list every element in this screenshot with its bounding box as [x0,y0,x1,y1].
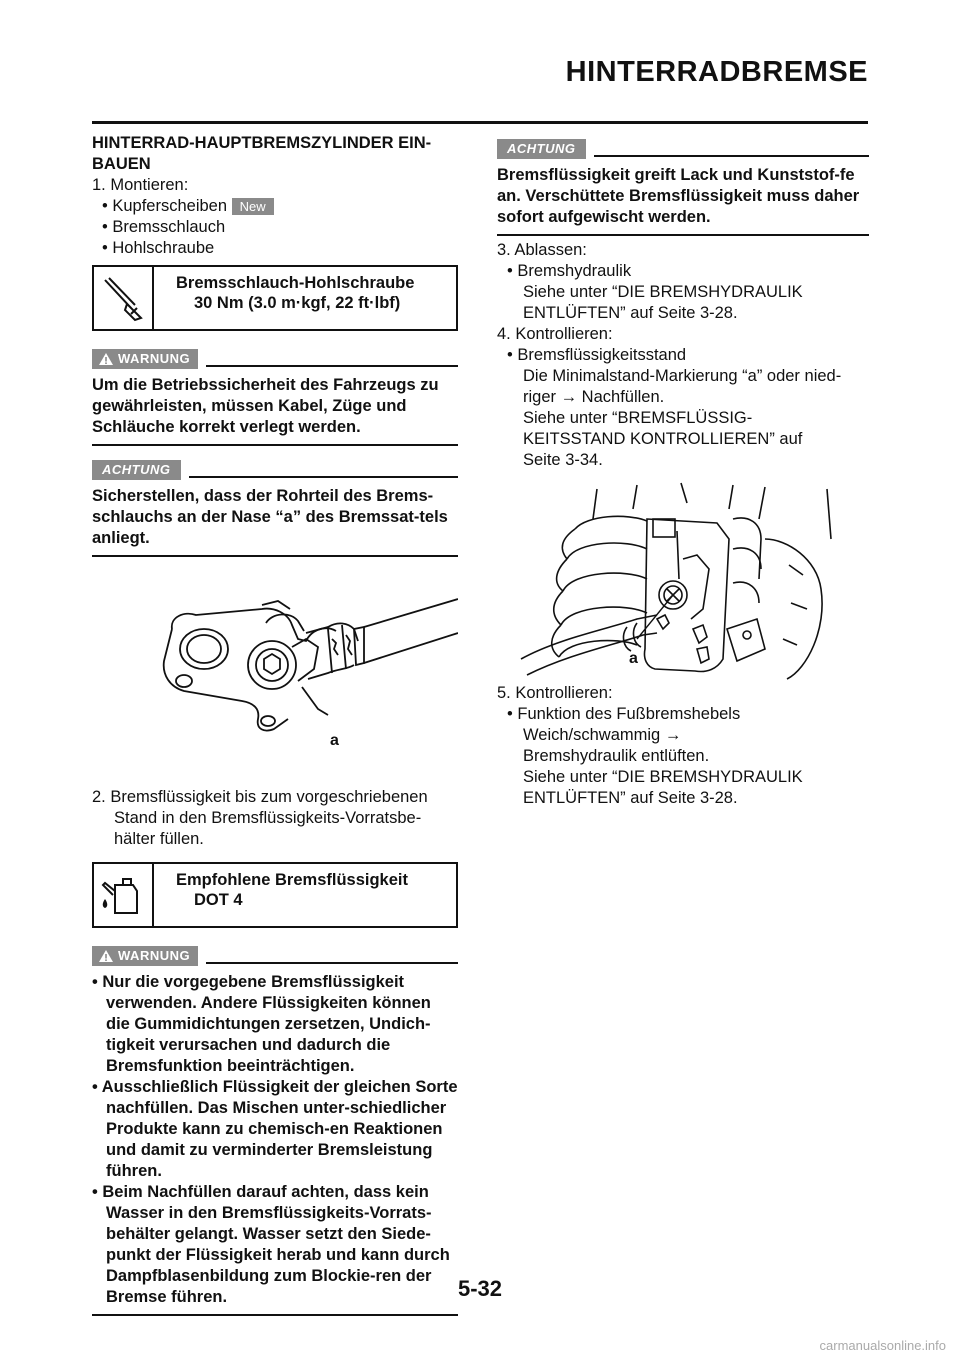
step-5-ref: Siehe unter “DIE BREMSHYDRAULIK ENTLÜFTEN” auf Seite 3-28. [523,768,803,807]
right-column [497,133,869,809]
torque-wrench-icon [94,267,154,329]
torque-box [92,265,458,331]
step-5: 5. Kontrollieren: [497,684,613,702]
step-4-ref: Siehe unter “BREMSFLÜSSIG-KEITSSTAND KONTROLLIEREN” auf Seite 3-34. [523,409,803,469]
step-3-ref: Siehe unter “DIE BREMSHYDRAULIK ENTLÜFTEN” auf Seite 3-28. [523,283,803,322]
step-2: 2. Bremsflüssigkeit bis zum vorgeschriebenen Stand in den Bremsflüssigkeits-Vorratsbe-hälter füllen. [92,788,428,848]
step-4-item: • Bremsflüssigkeitsstand [507,346,687,364]
warning-text-1: Um die Betriebssicherheit des Fahrzeugs zu gewährleisten, müssen Kabel, Züge und Schläuche korrekt verlegt werden. [92,376,439,436]
warning-list-2 [92,972,458,1308]
left-column [92,133,458,1316]
warning-header-1 [92,349,458,369]
warning-item-2: • Ausschließlich Flüssigkeit der gleichen Sorte nachfüllen. Das Mischen unter-schiedlicher Produkte kann zu chemisch-en Reaktionen und damit zu verminderter Bremsleistung führen. [92,1078,458,1180]
step-5-line: Weich/schwammig → Bremshydraulik entlüften. [523,726,710,765]
step-3: 3. Ablassen: [497,241,587,259]
step-1: 1. Montieren: [92,176,189,194]
page-title: HINTERRADBREMSE [565,56,868,88]
figure-1-label: a [330,732,339,749]
reservoir-figure [497,479,869,689]
caution-badge-2: ACHTUNG [497,139,586,159]
figure-2-label: a [629,650,638,667]
warning-triangle-icon [98,949,114,963]
fluid-box [92,862,458,928]
step-1-item-2: • Bremsschlauch [102,218,226,236]
step-3-item: • Bremshydraulik [507,262,632,280]
caution-text-1: Sicherstellen, dass der Rohrteil des Brems-schlauchs an der Nase “a” des Bremssat-tels anliegt. [92,487,448,547]
torque-spec-value: 30 Nm (3.0 m·kgf, 22 ft·lbf) [194,294,401,312]
warning-badge: WARNUNG [92,349,198,369]
warning-item-1: • Nur die vorgegebene Bremsflüssigkeit verwenden. Andere Flüssigkeiten können die Gummidichtungen zersetzen, Undich-tigkeit verursachen und dadurch die Bremsfunktion beeinträchtigen. [92,973,431,1075]
oil-can-icon [94,864,154,926]
brake-hose-figure [92,569,458,779]
caution-badge: ACHTUNG [92,460,181,480]
warning-item-3: • Beim Nachfüllen darauf achten, dass kein Wasser in den Bremsflüssigkeits-Vorrats-behälter gelangt. Wasser setzt den Siede-punkt der Flüssigkeit herab und kann durch Dampfblasenbildung zum Blockie-ren der Bremse führen. [92,1183,450,1306]
fluid-spec-value: DOT 4 [194,891,243,909]
reservoir-illustration [497,479,869,689]
brake-hose-illustration [92,569,458,779]
caution-header-2 [497,139,869,159]
torque-spec-label: Bremsschlauch-Hohlschraube [176,274,415,292]
watermark[interactable]: carmanualsonline.info [819,1338,946,1353]
warning-header-2 [92,946,458,966]
page-number: 5-32 [457,1276,503,1301]
caution-header-1 [92,460,458,480]
step-4-line: Die Minimalstand-Markierung “a” oder nied-riger → Nachfüllen. [523,367,842,406]
step-5-item: • Funktion des Fußbremshebels [507,705,741,723]
fluid-spec-label: Empfohlene Bremsflüssigkeit [176,871,408,889]
caution-text-2: Bremsflüssigkeit greift Lack und Kunststof-fe an. Verschüttete Bremsflüssigkeit muss daher sofort aufgewischt werden. [497,166,860,226]
step-1-item-1: • Kupferscheiben New [92,196,458,217]
warning-triangle-icon [98,352,114,366]
header-rule [92,121,868,124]
new-badge: New [232,198,274,215]
warning-badge-2: WARNUNG [92,946,198,966]
step-4: 4. Kontrollieren: [497,325,613,343]
section-heading: HINTERRAD-HAUPTBREMSZYLINDER EIN-BAUEN [92,134,432,173]
step-1-item-3: • Hohlschraube [102,239,215,257]
